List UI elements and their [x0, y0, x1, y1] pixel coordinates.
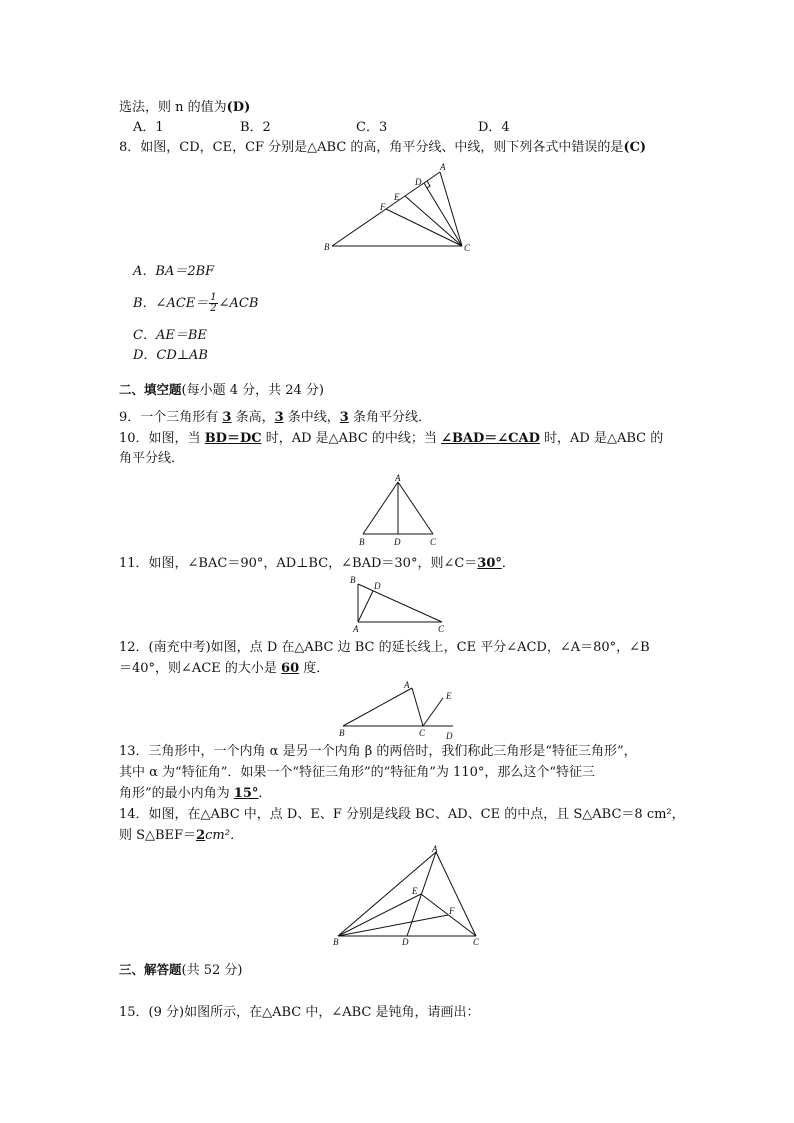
q13-line-1: 13．三角形中，一个内角 α 是另一个内角 β 的两倍时，我们称此三角形是“特征三角形”， — [119, 744, 637, 759]
q13-text-1: 角形”的最小内角为 — [119, 786, 234, 801]
q12-text-1: ＝40°，则∠ACE 的大小是 — [119, 661, 282, 676]
q14-label-b: B — [333, 937, 339, 947]
section3-title: 三、解答题 — [119, 962, 182, 977]
q7-answer: (D) — [226, 100, 251, 115]
q8-label-e: E — [394, 192, 400, 202]
section2-title: 二、填空题 — [119, 382, 182, 397]
q14-label-f: F — [449, 906, 455, 916]
q12-line-2 — [119, 661, 329, 677]
q9 — [119, 410, 431, 426]
q14-label-e: E — [412, 886, 418, 896]
q14-answer: 2 — [196, 828, 206, 843]
q7-option-c: C．3 — [356, 120, 388, 135]
section3-heading — [119, 962, 242, 979]
q13-line-3 — [119, 786, 271, 802]
q8-label-b: B — [324, 242, 330, 252]
q11 — [119, 556, 515, 572]
q11-label-a: A — [353, 624, 359, 634]
q8-figure — [320, 160, 480, 260]
section3-note: (共 52 分) — [181, 963, 243, 978]
q10-side-ac — [398, 482, 433, 534]
q14-line-1: 14．如图，在△ABC 中，点 D、E、F 分别是线段 BC、AD、CE 的中点，且 S△ABC＝8 cm²， — [119, 807, 685, 822]
q14-line-2 — [119, 828, 243, 844]
q11-text-1: 11．如图，∠BAC＝90°，AD⊥BC，∠BAD＝30°，则∠C＝ — [119, 556, 478, 571]
q8-fraction-numerator: 1 — [210, 292, 217, 303]
q8-option-b-fraction — [209, 293, 217, 314]
q10-text-3: 时，AD 是△ABC 的 — [539, 431, 664, 446]
q10-side-ab — [363, 482, 398, 534]
q9-answer-3: 3 — [339, 410, 349, 425]
q11-answer: 30° — [477, 556, 502, 571]
q14-label-c: C — [473, 937, 480, 947]
q10-figure — [355, 474, 445, 550]
q12-bisector-ce — [423, 698, 443, 726]
q10-answer-1: BD＝DC — [204, 431, 262, 446]
q9-text-4: 条角平分线． — [348, 410, 431, 425]
q7-option-d: D．4 — [478, 120, 510, 135]
q14-side-ac — [436, 852, 476, 936]
q8-option-d: D．CD⊥AB — [133, 348, 208, 363]
q8-bisector-ce — [405, 196, 462, 246]
q9-text-3: 条中线， — [283, 410, 340, 425]
q7-option-a: A．1 — [133, 120, 164, 135]
q10-label-c: C — [430, 537, 437, 547]
q8-option-a: A．BA＝2BF — [133, 264, 215, 279]
q7-tail — [119, 100, 250, 116]
q7-tail-text: 选法，则 n 的值为 — [119, 100, 227, 115]
q15: 15．(9 分)如图所示，在△ABC 中，∠ABC 是钝角，请画出： — [119, 1005, 480, 1020]
q8-label-a: A — [440, 162, 446, 172]
section2-note: (每小题 4 分，共 24 分) — [181, 383, 325, 398]
q10-label-d: D — [394, 537, 401, 547]
q8-side-ac — [440, 172, 462, 246]
q8-label-f: F — [380, 202, 386, 212]
q12-text-2: 度． — [299, 661, 330, 676]
q10-label-b: B — [359, 537, 365, 547]
q8-label-c: C — [464, 243, 471, 253]
q12-side-ab — [343, 688, 412, 726]
q12-label-e: E — [446, 691, 452, 701]
q11-text-2: ． — [501, 556, 515, 571]
q8-option-c: C．AE＝BE — [133, 328, 207, 343]
q8-stem-line — [119, 140, 646, 156]
q13-answer: 15° — [233, 786, 259, 801]
q8-label-d: D — [415, 177, 422, 187]
q10-answer-2: ∠BAD＝∠CAD — [441, 431, 540, 446]
q9-text-1: 9．一个三角形有 — [119, 410, 223, 425]
q9-text-2: 条高， — [231, 410, 275, 425]
q13-text-2: ． — [258, 786, 272, 801]
q12-label-b: B — [339, 728, 345, 738]
q12-side-ac — [412, 688, 423, 726]
q11-side-bc — [358, 584, 442, 622]
q12-label-c: C — [419, 728, 426, 738]
q11-figure — [346, 574, 456, 634]
q11-label-c: C — [438, 624, 445, 634]
q9-answer-1: 3 — [222, 410, 232, 425]
q12-label-d: D — [446, 731, 453, 741]
q12-answer: 60 — [281, 661, 300, 676]
q8-right-angle-mark — [427, 181, 430, 188]
q7-option-b: B．2 — [240, 120, 271, 135]
q14-text-2: cm²． — [205, 828, 243, 843]
q10-text-1: 10．如图，当 — [119, 431, 205, 446]
q13-line-2: 其中 α 为“特征角”．如果一个“特征三角形”的“特征角”为 110°，那么这个“特征三 — [119, 765, 596, 780]
q12-figure — [335, 678, 460, 742]
q14-segment-bf — [338, 915, 448, 936]
q8-option-b-suffix: ∠ACB — [218, 296, 259, 311]
q8-stem: 8．如图，CD，CE，CF 分别是△ABC 的高，角平分线、中线，则下列各式中错误的是 — [119, 140, 624, 155]
q14-label-d: D — [402, 937, 409, 947]
q10-line-1 — [119, 431, 663, 447]
q14-text-1: 则 S△BEF＝ — [119, 828, 197, 843]
q10-label-a: A — [395, 473, 401, 483]
q14-figure — [330, 844, 485, 948]
q14-label-a: A — [432, 844, 438, 854]
q11-label-d: D — [374, 581, 381, 591]
q8-answer: (C) — [623, 140, 647, 155]
q11-label-b: B — [350, 575, 356, 585]
q12-line-1: 12．(南充中考)如图，点 D 在△ABC 边 BC 的延长线上，CE 平分∠ACD，∠A＝80°，∠B — [119, 640, 650, 655]
q10-line-2: 角平分线． — [119, 451, 185, 466]
q8-option-b — [133, 291, 258, 317]
q8-fraction-denominator: 2 — [210, 303, 217, 314]
q8-option-b-prefix: B．∠ACE＝ — [133, 296, 209, 311]
section2-heading — [119, 382, 324, 399]
q12-label-a: A — [404, 680, 410, 690]
q10-text-2: 时，AD 是△ABC 的中线；当 — [261, 431, 442, 446]
q9-answer-2: 3 — [274, 410, 284, 425]
q11-altitude-ad — [358, 591, 373, 622]
